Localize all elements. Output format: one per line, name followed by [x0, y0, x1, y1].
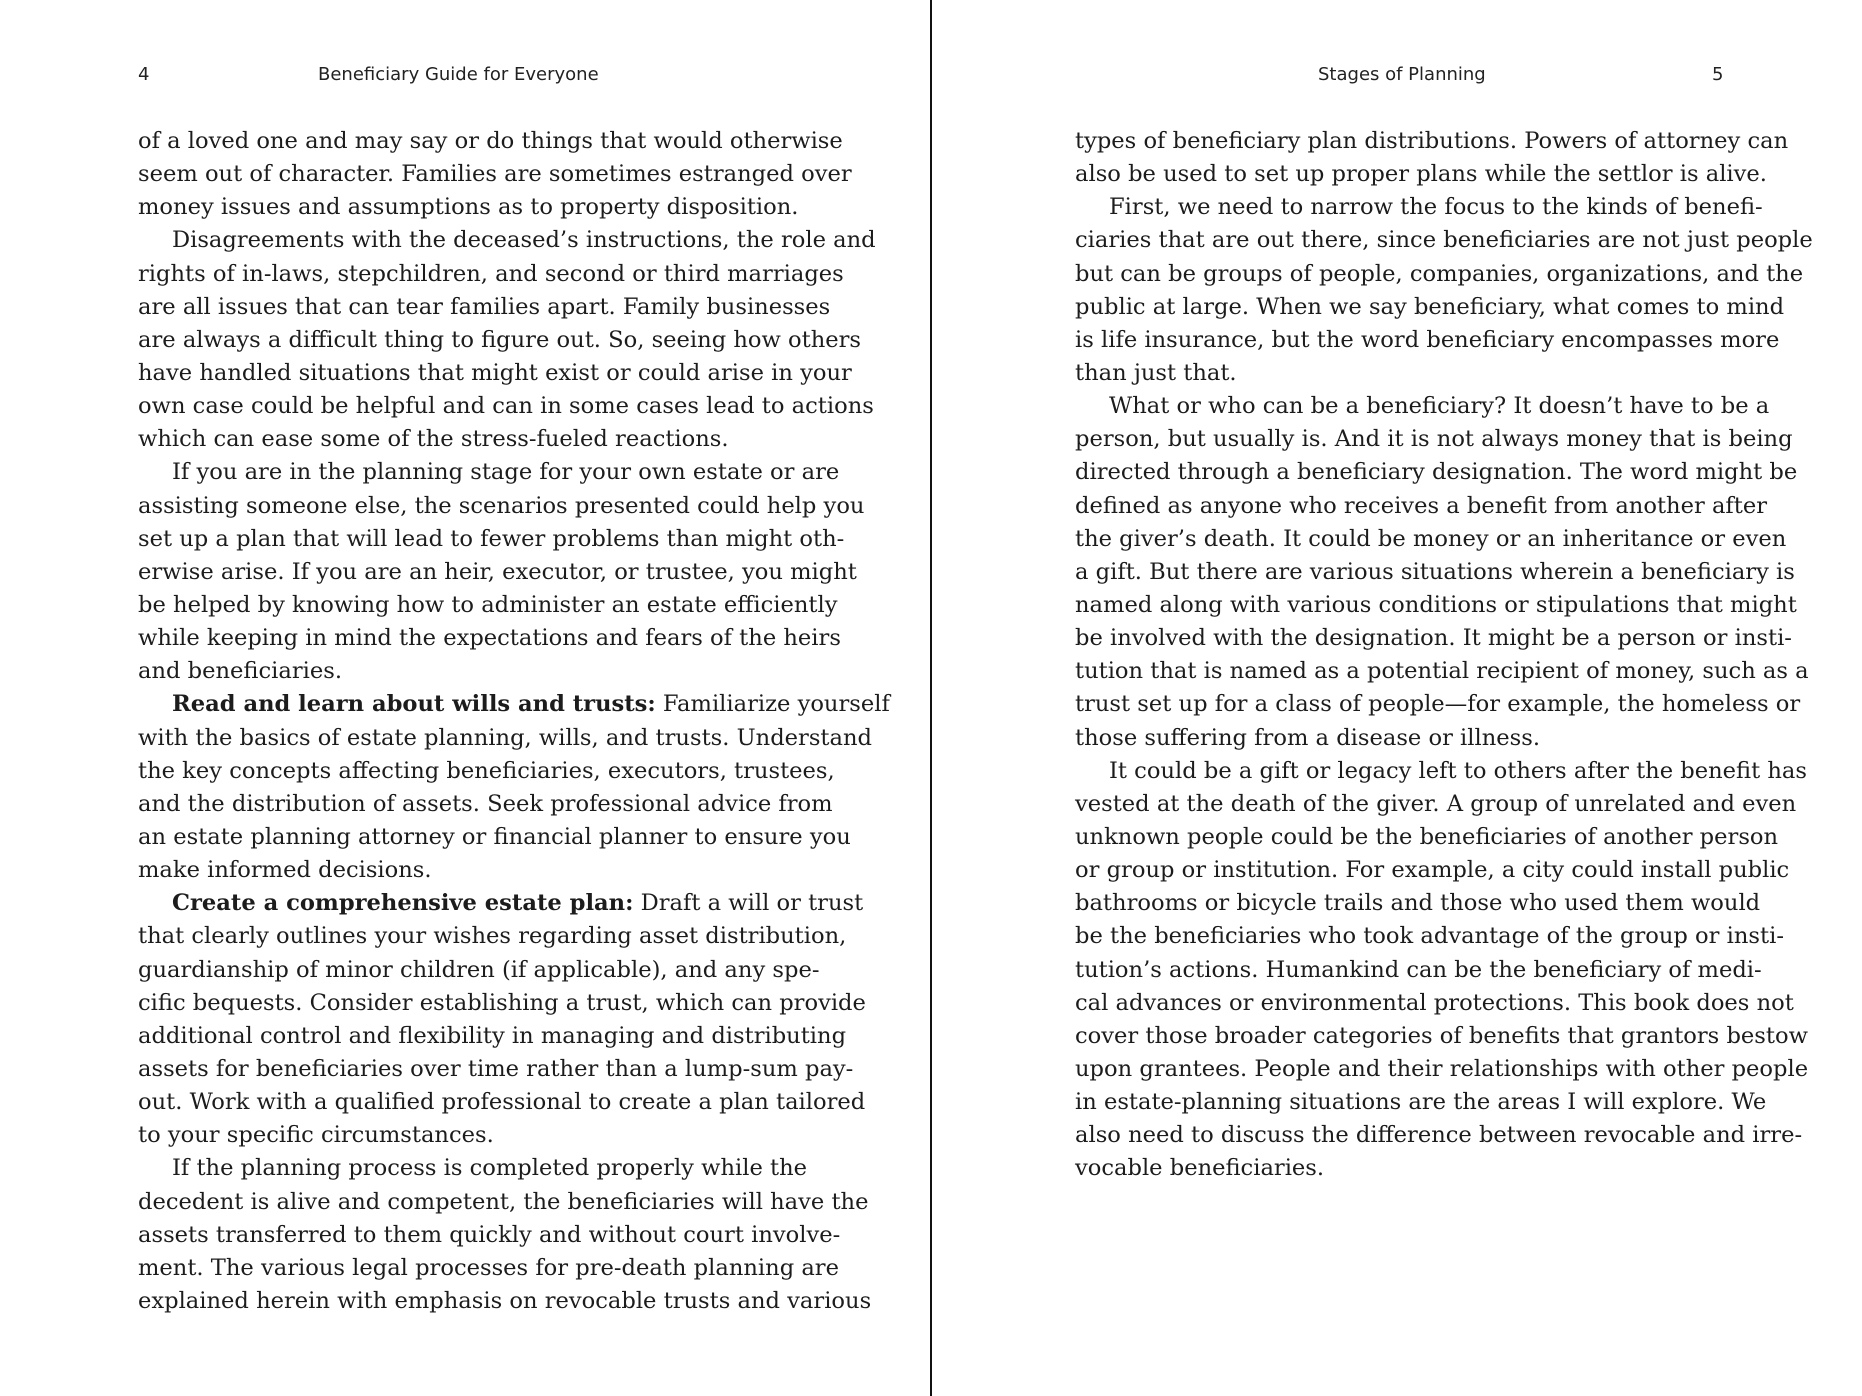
left-page	[0, 0, 930, 1396]
text-line	[1075, 523, 1787, 556]
line-text: cal advances or environmental protections. This book does not	[1075, 989, 1794, 1016]
right-page-header	[932, 64, 1862, 92]
line-text: named along with various conditions or stipulations that might	[1075, 591, 1797, 618]
text-line	[138, 1285, 872, 1318]
line-text: cific bequests. Consider establishing a trust, which can provide	[138, 989, 866, 1016]
text-line	[138, 1152, 808, 1185]
line-text: and the distribution of assets. Seek professional advice from	[138, 790, 833, 817]
line-text: money issues and assumptions as to property disposition.	[138, 194, 799, 221]
line-text: types of beneficiary plan distributions. Powers of attorney can	[1075, 128, 1789, 154]
text-line	[1075, 291, 1785, 324]
bold-lead-in: Create a comprehensive estate plan:	[172, 890, 634, 917]
text-line	[138, 1186, 869, 1219]
text-line	[138, 655, 790, 688]
text-line	[1075, 920, 1784, 953]
line-text: an estate planning attorney or financial planner to ensure you	[138, 823, 851, 850]
text-line	[138, 1053, 854, 1086]
text-line	[1075, 423, 1793, 456]
line-text: decedent is alive and competent, the beneficiaries will have the	[138, 1188, 869, 1215]
line-text: rights of in-laws, stepchildren, and second or third marriages	[138, 260, 844, 287]
text-line	[1075, 954, 1762, 987]
text-line	[138, 1020, 847, 1053]
left-page-header	[0, 64, 930, 92]
line-text: tution that is named as a potential recipient of money, such as a	[1075, 658, 1809, 685]
line-text: trust set up for a class of people—for example, the homeless or	[1075, 691, 1801, 718]
text-line	[1075, 1152, 1727, 1185]
text-line	[1075, 755, 1807, 788]
line-text: than just that.	[1075, 359, 1237, 386]
line-text: erwise arise. If you are an heir, executor, or trustee, you might	[138, 558, 857, 585]
line-text: a gift. But there are various situations wherein a beneficiary is	[1075, 558, 1795, 585]
text-line	[138, 722, 872, 755]
text-line	[138, 1219, 841, 1252]
line-text: are all issues that can tear families apart. Family businesses	[138, 293, 831, 320]
line-text: It could be a gift or legacy left to others after the benefit has	[1109, 757, 1807, 784]
text-line	[138, 291, 831, 324]
line-text: the giver’s death. It could be money or an inheritance or even	[1075, 525, 1787, 552]
right-page	[932, 0, 1862, 1396]
line-text: additional control and flexibility in managing and distributing	[138, 1022, 847, 1049]
line-text: of a loved one and may say or do things that would otherwise	[138, 128, 843, 154]
text-line	[138, 1119, 790, 1152]
line-text: also need to discuss the difference between revocable and irre-	[1075, 1122, 1803, 1149]
text-line	[138, 821, 851, 854]
line-text: bathrooms or bicycle trails and those who used them would	[1075, 890, 1761, 917]
line-text: or group or institution. For example, a city could install public	[1075, 857, 1790, 884]
text-line	[138, 920, 847, 953]
text-line	[138, 589, 838, 622]
line-text: is life insurance, but the word beneficiary encompasses more	[1075, 326, 1780, 353]
text-line	[1075, 1119, 1803, 1152]
text-line	[138, 556, 857, 589]
text-line	[138, 490, 865, 523]
text-line	[138, 224, 876, 257]
text-line	[1075, 655, 1809, 688]
line-text: vocable beneficiaries.	[1075, 1155, 1325, 1182]
text-line	[1075, 224, 1813, 257]
text-line	[1075, 854, 1790, 887]
line-text: assets transferred to them quickly and without court involve-	[138, 1221, 841, 1248]
line-text: be the beneficiaries who took advantage of the group or insti-	[1075, 923, 1784, 950]
text-line	[1075, 722, 1727, 755]
line-text: have handled situations that might exist or could arise in your	[138, 359, 852, 386]
text-line	[1075, 1086, 1767, 1119]
page-number: 4	[138, 64, 150, 85]
line-text: are always a difficult thing to figure out. So, seeing how others	[138, 326, 862, 353]
line-text: while keeping in mind the expectations and fears of the heirs	[138, 625, 841, 652]
line-text: person, but usually is. And it is not always money that is being	[1075, 426, 1793, 453]
bold-lead-in: Read and learn about wills and trusts:	[172, 691, 656, 718]
line-text: public at large. When we say beneficiary, what comes to mind	[1075, 293, 1785, 320]
line-text: unknown people could be the beneficiaries of another person	[1075, 823, 1779, 850]
line-text: directed through a beneficiary designation. The word might be	[1075, 459, 1798, 486]
text-line	[1075, 390, 1770, 423]
text-line	[138, 954, 820, 987]
line-text: own case could be helpful and can in some cases lead to actions	[138, 393, 874, 420]
text-line	[1075, 191, 1763, 224]
text-line	[1075, 1053, 1809, 1086]
line-text: but can be groups of people, companies, organizations, and the	[1075, 260, 1804, 287]
text-line	[1075, 324, 1780, 357]
line-text: Disagreements with the deceased’s instructions, the role and	[172, 227, 876, 254]
text-line	[1075, 821, 1779, 854]
line-text: that clearly outlines your wishes regarding asset distribution,	[138, 923, 847, 950]
text-line	[1075, 887, 1761, 920]
text-line	[138, 788, 833, 821]
text-line	[138, 390, 874, 423]
line-text: those suffering from a disease or illness.	[1075, 724, 1541, 751]
running-head: Stages of Planning	[1318, 64, 1486, 85]
right-page-body	[1075, 125, 1813, 1186]
line-text: with the basics of estate planning, wills, and trusts. Understand	[138, 724, 872, 751]
line-text: out. Work with a qualified professional to create a plan tailored	[138, 1089, 866, 1116]
text-line	[1075, 456, 1798, 489]
text-line	[138, 987, 866, 1020]
line-text: What or who can be a beneficiary? It doesn’t have to be a	[1109, 393, 1770, 420]
line-text: be involved with the designation. It might be a person or insti-	[1075, 625, 1792, 652]
text-line	[1075, 1020, 1808, 1053]
left-page-body	[138, 125, 890, 1318]
line-text: vested at the death of the giver. A group of unrelated and even	[1075, 790, 1797, 817]
line-text: set up a plan that will lead to fewer problems than might oth-	[138, 525, 845, 552]
line-text: to your specific circumstances.	[138, 1122, 494, 1149]
line-text: ciaries that are out there, since beneficiaries are not just people	[1075, 227, 1813, 254]
line-text: make informed decisions.	[138, 857, 432, 884]
text-line	[1075, 158, 1767, 191]
line-text: First, we need to narrow the focus to the kinds of benefi-	[1109, 194, 1763, 221]
text-line	[138, 755, 835, 788]
line-text: assisting someone else, the scenarios presented could help you	[138, 492, 865, 519]
text-line	[1075, 490, 1768, 523]
text-line	[138, 1252, 839, 1285]
line-text: If the planning process is completed properly while the	[172, 1155, 808, 1182]
line-text: the key concepts affecting beneficiaries, executors, trustees,	[138, 757, 835, 784]
line-text: Familiarize yourself	[655, 691, 890, 718]
line-text: cover those broader categories of benefits that grantors bestow	[1075, 1022, 1808, 1049]
line-text: also be used to set up proper plans while the settlor is alive.	[1075, 161, 1767, 188]
line-text: Draft a will or trust	[633, 890, 864, 917]
text-line	[138, 423, 790, 456]
text-line	[138, 887, 864, 920]
text-line	[138, 258, 844, 291]
line-text: seem out of character. Families are sometimes estranged over	[138, 161, 852, 188]
line-text: upon grantees. People and their relationships with other people	[1075, 1055, 1809, 1082]
line-text: be helped by knowing how to administer an estate efficiently	[138, 591, 838, 618]
line-text: which can ease some of the stress-fueled reactions.	[138, 426, 729, 453]
text-line	[1075, 357, 1727, 390]
text-line	[138, 854, 790, 887]
text-line	[138, 1086, 866, 1119]
text-line	[138, 125, 843, 158]
text-line	[1075, 556, 1795, 589]
text-line	[1075, 589, 1797, 622]
line-text: explained herein with emphasis on revocable trusts and various	[138, 1287, 872, 1314]
text-line	[1075, 788, 1797, 821]
line-text: defined as anyone who receives a benefit from another after	[1075, 492, 1768, 519]
line-text: If you are in the planning stage for your own estate or are	[172, 459, 840, 486]
text-line	[138, 622, 841, 655]
text-line	[1075, 987, 1794, 1020]
text-line	[1075, 125, 1789, 158]
line-text: tution’s actions. Humankind can be the beneficiary of medi-	[1075, 956, 1762, 983]
running-head: Beneficiary Guide for Everyone	[318, 64, 599, 85]
line-text: in estate-planning situations are the areas I will explore. We	[1075, 1089, 1767, 1116]
text-line	[1075, 258, 1804, 291]
text-line	[138, 456, 840, 489]
text-line	[138, 191, 799, 224]
text-line	[138, 688, 890, 721]
line-text: ment. The various legal processes for pre-death planning are	[138, 1254, 839, 1281]
line-text: guardianship of minor children (if applicable), and any spe-	[138, 956, 820, 983]
text-line	[1075, 688, 1801, 721]
text-line	[138, 357, 852, 390]
text-line	[138, 523, 845, 556]
line-text: and beneficiaries.	[138, 658, 343, 685]
page-number: 5	[1712, 64, 1724, 85]
text-line	[1075, 622, 1792, 655]
text-line	[138, 324, 862, 357]
line-text: assets for beneficiaries over time rather than a lump-sum pay-	[138, 1055, 854, 1082]
text-line	[138, 158, 852, 191]
